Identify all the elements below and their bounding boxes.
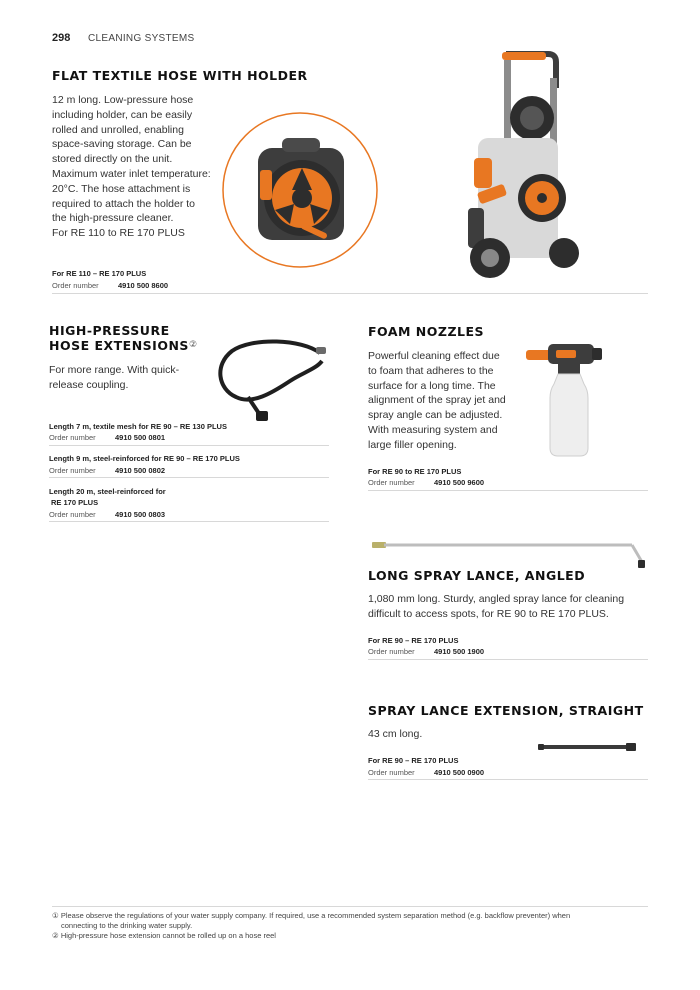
divider <box>368 779 648 780</box>
foam-title: FOAM NOZZLES <box>368 324 485 339</box>
hose-ext-title: HIGH-PRESSURE HOSE EXTENSIONS② <box>49 323 198 353</box>
hose-ext-order-category-cont: RE 170 PLUS <box>51 498 99 507</box>
footnote-divider <box>52 906 648 907</box>
extension-order-line: Order number 4910 500 0900 <box>368 768 485 777</box>
footnotes <box>52 911 648 941</box>
foam-order-number: 4910 500 9600 <box>434 478 485 487</box>
lance-order-line: Order number 4910 500 1900 <box>368 647 485 656</box>
hose-ext-order-category: Length 7 m, textile mesh for RE 90 – RE 130 PLUS <box>49 422 227 431</box>
footnote-mark: ② <box>188 340 198 350</box>
lance-order-number: 4910 500 1900 <box>434 647 485 656</box>
hose-holder-order-line: Order number 4910 500 8600 <box>52 281 169 290</box>
hose-ext-order-category: Length 9 m, steel-reinforced for RE 90 – RE 170 PLUS <box>49 454 240 463</box>
hose-ext-order-number: 4910 500 0802 <box>115 466 166 475</box>
extension-order-category: For RE 90 – RE 170 PLUS <box>368 756 459 765</box>
hose-ext-order-number: 4910 500 0803 <box>115 510 166 519</box>
page-number: 298 <box>52 32 71 44</box>
hose-ext-order-line: Order number 4910 500 0803 <box>49 510 166 519</box>
foam-order-category: For RE 90 to RE 170 PLUS <box>368 467 462 476</box>
hose-ext-description: For more range. With quick- release coupling. <box>49 364 180 391</box>
hose-reel-image <box>220 110 380 270</box>
extension-order-number: 4910 500 0900 <box>434 768 485 777</box>
hose-holder-order-category: For RE 110 – RE 170 PLUS <box>52 269 147 278</box>
hose-ext-order-number: 4910 500 0801 <box>115 433 166 442</box>
hose-ext-order-line: Order number 4910 500 0801 <box>49 433 166 442</box>
extension-title: SPRAY LANCE EXTENSION, STRAIGHT <box>368 703 644 718</box>
section-title: CLEANING SYSTEMS <box>88 33 195 44</box>
lance-extension-image <box>538 740 638 754</box>
footnote-1: ① Please observe the regulations of your water supply company. If required, use a recommended system separation method (e.g. backflow preventer) when <box>52 911 571 920</box>
extension-description: 43 cm long. <box>368 728 423 740</box>
divider <box>52 293 648 294</box>
divider <box>49 477 329 478</box>
lance-title: LONG SPRAY LANCE, ANGLED <box>368 568 586 583</box>
hose-holder-title: FLAT TEXTILE HOSE WITH HOLDER <box>52 68 308 83</box>
foam-order-line: Order number 4910 500 9600 <box>368 478 485 487</box>
hose-ext-order-category: Length 20 m, steel-reinforced for <box>49 487 166 496</box>
footnote-2: ② High-pressure hose extension cannot be rolled up on a hose reel <box>52 931 276 940</box>
lance-description: 1,080 mm long. Sturdy, angled spray lance for cleaning difficult to access spots, for RE 90 to RE 170 PLUS. <box>368 593 625 620</box>
hose-extension-image <box>212 333 330 423</box>
spray-lance-image <box>370 536 650 570</box>
footnote-1-cont: connecting to the drinking water supply. <box>61 921 193 930</box>
foam-description: Powerful cleaning effect due to foam that adheres to the surface for a long time. The alignment of the spray jet and spray angle can be adjusted. With measuring system and large filler opening. <box>368 350 506 451</box>
divider <box>368 490 648 491</box>
pressure-washer-image <box>448 48 588 284</box>
hose-holder-description: 12 m long. Low-pressure hose including holder, can be easily rolled and unrolled, enabling space-saving storage. Can be stored directly on the unit. Maximum water inlet temperature: 20°C. The hose attachment is required to attach the holder to the high-pressure cleaner. For RE 110 to RE 170 PLUS <box>52 94 211 240</box>
hose-ext-order-line: Order number 4910 500 0802 <box>49 466 166 475</box>
hose-holder-order-number: 4910 500 8600 <box>118 281 169 290</box>
divider <box>49 521 329 522</box>
lance-order-category: For RE 90 – RE 170 PLUS <box>368 636 459 645</box>
foam-nozzle-image <box>522 340 606 460</box>
divider <box>49 445 329 446</box>
divider <box>368 659 648 660</box>
